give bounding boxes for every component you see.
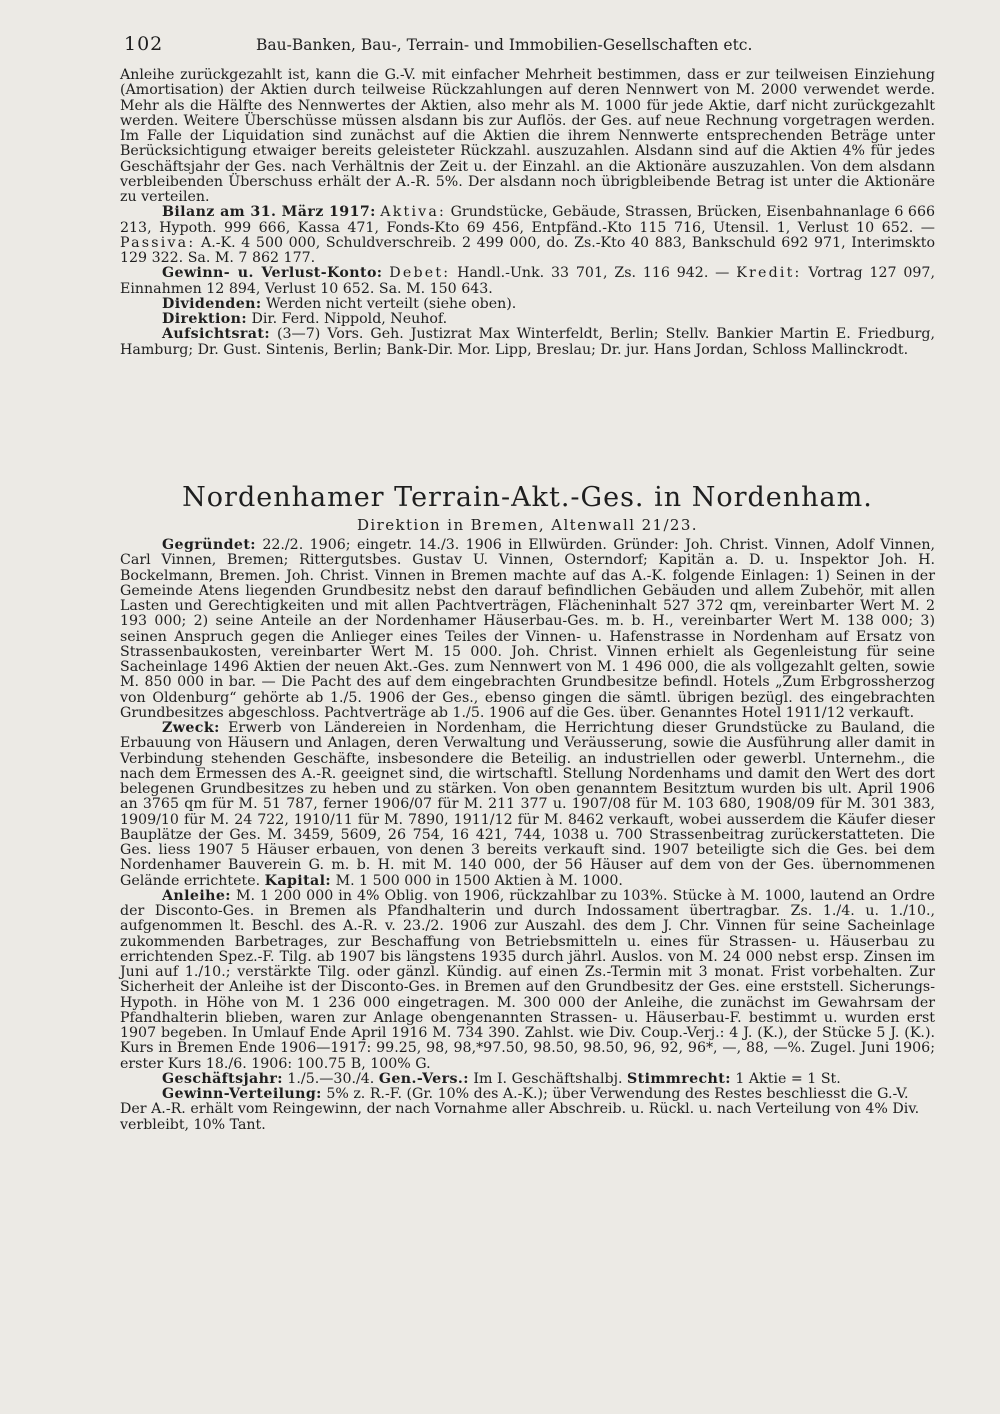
gewinn-verteilung-label: Gewinn-Verteilung: — [162, 1086, 322, 1102]
gegruendet-text: 22./2. 1906; eingetr. 14./3. 1906 in Ellwürden. Gründer: Joh. Christ. Vinnen, Adolf Vinnen, Carl Vinnen, Bremen; Rittergutsbes. Gustav U. Vinnen, Osterndorf; Kapitän a. D. u. Inspektor Joh. H. Bockelmann, Bremen. Joh. Christ. Vinnen in Bremen machte auf das A.-K. folgende Einlagen: 1) Seinen in der Gemeinde Atens liegenden Grundbesitz nebst den darauf befindlichen Gebäuden und allem Zubehör, mit allen Lasten und Gerechtigkeiten und mit allen Pachtverträgen, Flächeninhalt 527 372 qm, vereinbarter Wert M. 2 193 000; 2) seine Anteile an der Nordenhamer Häuserbau-Ges. m. b. H., vereinbarter Wert M. 138 000; 3) seinen Anspruch gegen die Anlieger eines Teiles der Vinnen- u. Hafenstrasse in Nordenham auf Ersatz von Strassenbaukosten, vereinbarter Wert M. 15 000. Joh. Christ. Vinnen erhielt als Gegenleistung für seine Sacheinlage 1496 Aktien der neuen Akt.-Ges. zum Nennwert von M. 1 496 000, die als vollgezahlt gelten, sowie M. 850 000 in bar. — Die Pacht des auf dem eingebrachten Grundbesitze befindl. Hotels „Zum Erbgrossherzog von Oldenburg“ gehörte ab 1./5. 1906 der Ges., ebenso gingen die sämtl. übrigen bezügl. des eingebrachten Grundbesitzes abgeschloss. Pachtverträge ab 1./5. 1906 auf die Ges. über. Genanntes Hotel 1911/12 verkauft. — [120, 537, 935, 721]
page-number: 102 — [124, 33, 164, 55]
gewinn-verlust-label: Gewinn- u. Verlust-Konto: — [162, 265, 383, 282]
geschaeftsjahr-entry — [120, 1072, 935, 1087]
gewinn-verlust-entry — [120, 266, 935, 297]
stimmrecht-text: 1 Aktie = 1 St. — [735, 1070, 841, 1087]
page-header — [124, 34, 940, 60]
aufsichtsrat-entry — [120, 327, 935, 358]
direktion-label: Direktion: — [162, 311, 247, 327]
dividenden-text: Werden nicht verteilt (siehe oben). — [266, 295, 517, 312]
direktion-entry — [120, 312, 935, 327]
zweck-entry — [120, 721, 935, 889]
company-section — [120, 538, 935, 1133]
dividenden-label: Dividenden: — [162, 295, 262, 312]
bilanz-entry — [120, 205, 935, 266]
gegruendet-label: Gegründet: — [162, 537, 256, 553]
geschaeftsjahr-text: 1./5.—30./4. — [287, 1070, 375, 1087]
gen-vers-label: Gen.-Vers.: — [378, 1070, 469, 1087]
kredit-label: Kredit: — [736, 265, 802, 282]
kapital-text: M. 1 500 000 in 1500 Aktien à M. 1000. — [335, 872, 623, 889]
aktiva-label: Aktiva: — [380, 204, 447, 221]
aufsichtsrat-text: (3—7) Vors. Geh. Justizrat Max Winterfeldt, Berlin; Stellv. Bankier Martin E. Friedburg, Hamburg; Dr. Gust. Sintenis, Berlin; Bank-Dir. Mor. Lipp, Breslau; Dr. jur. Hans Jordan, Schloss Mallinckrodt. — [120, 326, 935, 358]
debet-label: Debet: — [389, 265, 451, 282]
direktion-text: Dir. Ferd. Nippold, Neuhof. — [251, 311, 448, 327]
anleihe-entry — [120, 889, 935, 1072]
stimmrecht-label: Stimmrecht: — [627, 1070, 731, 1087]
zweck-label: Zweck: — [162, 720, 220, 736]
gegruendet-entry — [120, 538, 935, 721]
dividenden-entry — [120, 297, 935, 312]
kredit-text: Vortrag 127 097, Einnahmen 12 894, Verlust 10 652. Sa. M. 150 643. — [120, 265, 935, 297]
debet-text: Handl.-Unk. 33 701, Zs. 116 942. — — [457, 265, 730, 282]
zweck-text: Erwerb von Ländereien in Nordenham, die Herrichtung dieser Grundstücke zu Bauland, die Erbauung von Häusern und Anlagen, deren Verwaltung und Veräusserung, sowie die Ausführung aller damit in Verbindung stehenden Geschäfte, insbesondere die Beteilig. an industriellen oder gewerbl. Unternehm., die nach dem Ermessen des A.-R. geeignet sind, die wirtschaftl. Stellung Nordenhams und damit den Wert des dort belegenen Grundbesitzes zu heben und zu stärken. Von oben genanntem Besitztum wurden bis ult. April 1906 an 3765 qm für M. 51 787, ferner 1906/07 für M. 211 377 u. 1907/08 für M. 103 680, 1908/09 für M. 301 383, 1909/10 für M. 24 722, 1910/11 für M. 7890, 1911/12 für M. 8462 verkauft, wobei ausserdem die Käufer dieser Bauplätze der Ges. M. 3459, 5609, 26 754, 16 421, 744, 1038 u. 700 Strassenbeitrag zurückerstatteten. Die Ges. liess 1907 5 Häuser erbauen, von denen 3 bereits verkauft sind. 1907 beteiligte sich die Ges. bei dem Nordenhamer Bauverein G. m. b. H. mit M. 140 000, der 56 Häuser auf dem von der Ges. übernommenen Gelände errichtete. — [120, 720, 935, 889]
previous-company-section — [120, 68, 935, 358]
gen-vers-text: Im I. Geschäftshalbj. — [473, 1070, 623, 1087]
gewinn-verteilung-text: 5% z. R.-F. (Gr. 10% des A.-K.); über Verwendung des Restes beschliesst die G.-V. Der A.-R. erhält vom Reingewinn, der nach Vornahme aller Abschreib. u. Rückl. u. nach Verteilung von 4% Div. verbleibt, 10% Tant. — [120, 1086, 920, 1133]
statute-continuation: Anleihe zurückgezahlt ist, kann die G.-V. mit einfacher Mehrheit bestimmen, dass er zur teilweisen Einziehung (Amortisation) der Aktien durch teilweise Rückzahlungen auf deren Nennwert von M. 2000 verwendet werde. Mehr als die Hälfte des Nennwertes der Aktien, also mehr als M. 1000 für jede Aktie, darf nicht zurückgezahlt werden. Weitere Überschüsse müssen alsdann bis zur Auflös. der Ges. auf neue Rechnung vorgetragen werden. Im Falle der Liquidation sind zunächst auf die Aktien die ihrem Nennwerte entsprechenden Beträge unter Berücksichtigung etwaiger bereits geleisteter Rückzahl. auszuzahlen. Alsdann sind auf die Aktien 4% für jedes Geschäftsjahr der Ges. nach Verhältnis der Zeit u. der Einzahl. an die Aktionäre auszuzahlen. Von dem alsdann verbleibenden Überschuss erhält der A.-R. 5%. Der alsdann noch übrigbleibende Betrag ist unter die Aktionäre zu verteilen. — [120, 67, 935, 205]
kapital-label: Kapital: — [264, 872, 332, 889]
company-title: Nordenhamer Terrain-Akt.-Ges. in Nordenham. — [182, 482, 873, 513]
anleihe-label: Anleihe: — [162, 887, 231, 904]
passiva-text: A.-K. 4 500 000, Schuldverschreib. 2 499 000, do. Zs.-Kto 40 883, Bankschuld 692 971, Interimskto 129 322. Sa. M. 7 862 177. — [120, 234, 935, 266]
aktiva-text: Grundstücke, Gebäude, Strassen, Brücken, Eisenbahnanlage 6 666 213, Hypoth. 999 666, Kassa 471, Fonds-Kto 69 456, Entpfänd.-Kto 115 716, Utensil. 1, Verlust 10 652. — — [120, 204, 936, 236]
anleihe-text: M. 1 200 000 in 4% Oblig. von 1906, rückzahlbar zu 103%. Stücke à M. 1000, lautend an Ordre der Disconto-Ges. in Bremen als Pfandhalterin und durch Indossament übertragbar. Zs. 1./4. u. 1./10., aufgenommen lt. Beschl. des A.-R. v. 23./2. 1906 zur Auszahl. des dem J. Chr. Vinnen für seine Sacheinlage zukommenden Barbetrages, zur Beschaffung von Betriebsmitteln u. eines für Strassen- u. Häuserbau zu errichtenden Spez.-F. Tilg. ab 1907 bis längstens 1935 durch jährl. Auslos. von M. 24 000 nebst ersp. Zinsen im Juni auf 1./10.; verstärkte Tilg. oder gänzl. Kündig. auf einen Zs.-Termin mit 3 monat. Frist vorbehalten. Zur Sicherheit der Anleihe ist der Disconto-Ges. in Bremen auf den Grundbesitz der Ges. eine erststell. Sicherungs-Hypoth. in Höhe von M. 1 236 000 eingetragen. M. 300 000 der Anleihe, die zunächst im Gewahrsam der Pfandhalterin blieben, waren zur Anlage obengenannten Strassen- u. Häuserbau-F. bestimmt u. wurden erst 1907 begeben. In Umlauf Ende April 1916 M. 734 390. Zahlst. wie Div. Coup.-Verj.: 4 J. (K.), der Stücke 5 J. (K.). Kurs in Bremen Ende 1906—1917: 99.25, 98, 98,*97.50, 98.50, 98.50, 96, 92, 96*, —, 88, —%. Zugel. Juni 1906; erster Kurs 18./6. 1906: 100.75 B, 100% G. — [120, 887, 935, 1072]
aufsichtsrat-label: Aufsichtsrat: — [162, 326, 270, 343]
bilanz-label: Bilanz am 31. März 1917: — [162, 204, 376, 221]
gewinn-verteilung-entry — [120, 1087, 935, 1133]
running-head: Bau-Banken, Bau-, Terrain- und Immobilien-Gesellschaften etc. — [256, 36, 753, 54]
passiva-label: Passiva: — [120, 234, 196, 251]
company-subtitle: Direktion in Bremen, Altenwall 21/23. — [357, 516, 698, 534]
geschaeftsjahr-label: Geschäftsjahr: — [162, 1070, 283, 1087]
